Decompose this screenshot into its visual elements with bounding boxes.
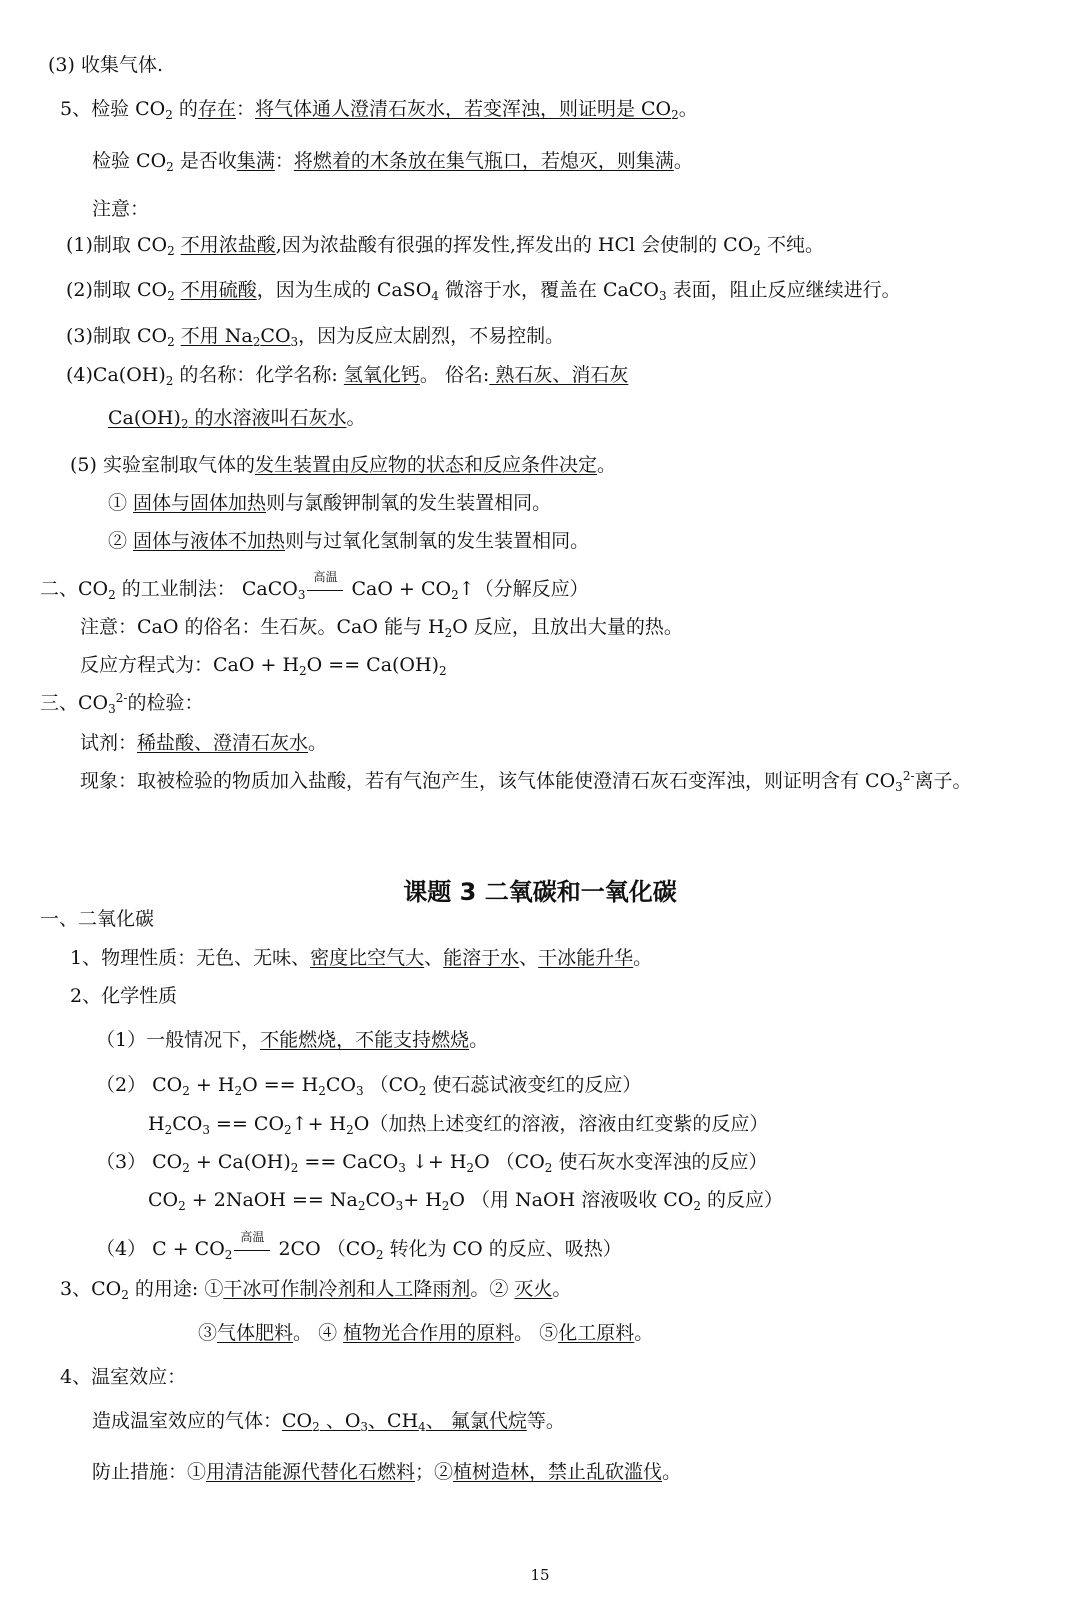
text-line: 现象：取被检验的物质加入盐酸，若有气泡产生，该气体能使澄清石灰石变浑浊，则证明含有 $CO_3^{2-}$离子。 xyxy=(80,769,972,794)
text-line: （1）一般情况下，不能燃烧，不能支持燃烧。 xyxy=(96,1029,489,1051)
text-line: $(4)Ca(OH)_2$ 的名称：化学名称: 氢氧化钙。 俗名: 熟石灰、消石灰 xyxy=(66,364,629,388)
text-line: 二、$CO_2$ 的工业制法： CaCO$_3$ 高温 CaO + $CO_2↑$（分解反应） xyxy=(40,570,589,602)
text-line: (3) 收集气体. xyxy=(48,54,163,76)
text-line: （4） $C + CO_2$ 高温 2CO （$CO_2$ 转化为 CO 的反应、吸热） xyxy=(96,1230,622,1262)
text-line: 反应方程式为：CaO + $H_2O == Ca(OH)_2$ xyxy=(80,654,447,678)
text-line: $CO_2$ + 2NaOH == $Na_2CO_3+ H_2O$ （用 NaOH 溶液吸收 $CO_2$ 的反应） xyxy=(148,1189,784,1213)
text-line: ② 固体与液体不加热则与过氧化氢制氧的发生装置相同。 xyxy=(108,530,590,552)
text-line: $H_2CO_3$ == $CO_2↑+ H_2O$（加热上述变红的溶液，溶液由红变紫的反应） xyxy=(148,1113,769,1137)
text-line: (3)制取 $CO_2$ 不用 $Na_2CO_3$，因为反应太剧烈，不易控制。 xyxy=(66,325,565,349)
text-line: 4、温室效应： xyxy=(60,1366,187,1388)
text-line: ① 固体与固体加热则与氯酸钾制氧的发生装置相同。 xyxy=(108,492,552,514)
text-line: （3） $CO_2 + Ca(OH)_2$ == CaCO$_3$ ↓+ $H_2O$ （$CO_2$ 使石灰水变浑浊的反应） xyxy=(96,1151,768,1175)
text-line: 5、检验 $CO_2$ 的存在：将气体通人澄清石灰水，若变浑浊，则证明是 $CO_2$。 xyxy=(60,98,698,122)
text-line: 一、二氧化碳 xyxy=(40,908,155,930)
text-line: 防止措施：①用清洁能源代替化石燃料；②植树造林，禁止乱砍滥伐。 xyxy=(92,1461,682,1483)
text-line: 3、$CO_2$ 的用途: ①干冰可作制冷剂和人工降雨剂。② 灭火。 xyxy=(60,1278,572,1302)
text-line: 注意：CaO 的俗名：生石灰。CaO 能与 $H_2O$ 反应，且放出大量的热。 xyxy=(80,616,683,640)
page-number: 15 xyxy=(530,1566,550,1584)
text-line: 试剂：稀盐酸、澄清石灰水。 xyxy=(80,732,328,754)
reaction-condition: 高温 xyxy=(305,578,345,600)
text-line: 注意： xyxy=(92,198,150,220)
text-line: 造成温室效应的气体：$CO_2$ 、$O_3$、$CH_4$、 氟氯代烷等。 xyxy=(92,1410,565,1434)
text-line: (5) 实验室制取气体的发生装置由反应物的状态和反应条件决定。 xyxy=(70,454,616,476)
text-line: (1)制取 $CO_2$ 不用浓盐酸,因为浓盐酸有很强的挥发性,挥发出的 HCl 会使制的 $CO_2$ 不纯。 xyxy=(66,234,824,258)
text-line: （2） $CO_2 + H_2O == H_2CO_3$ （$CO_2$ 使石蕊试液变红的反应） xyxy=(96,1074,642,1098)
text-line: ③气体肥料。 ④ 植物光合作用的原料。 ⑤化工原料。 xyxy=(198,1322,654,1344)
text-line: 三、$CO_3^{2-}$的检验： xyxy=(40,691,204,716)
section-title: 课题 3 二氧碳和一氧化碳 xyxy=(403,878,677,906)
text-line: 2、化学性质 xyxy=(70,985,178,1007)
text-line: 1、物理性质：无色、无味、密度比空气大、能溶于水、干冰能升华。 xyxy=(70,947,653,969)
text-line: (2)制取 $CO_2$ 不用硫酸，因为生成的 CaSO$_4$ 微溶于水，覆盖在 CaCO$_3$ 表面，阻止反应继续进行。 xyxy=(66,279,901,303)
text-line: $Ca(OH)_2$ 的水溶液叫石灰水。 xyxy=(108,407,366,431)
reaction-condition: 高温 xyxy=(232,1238,272,1260)
text-line: 检验 $CO_2$ 是否收集满：将燃着的木条放在集气瓶口，若熄灭，则集满。 xyxy=(92,150,693,174)
